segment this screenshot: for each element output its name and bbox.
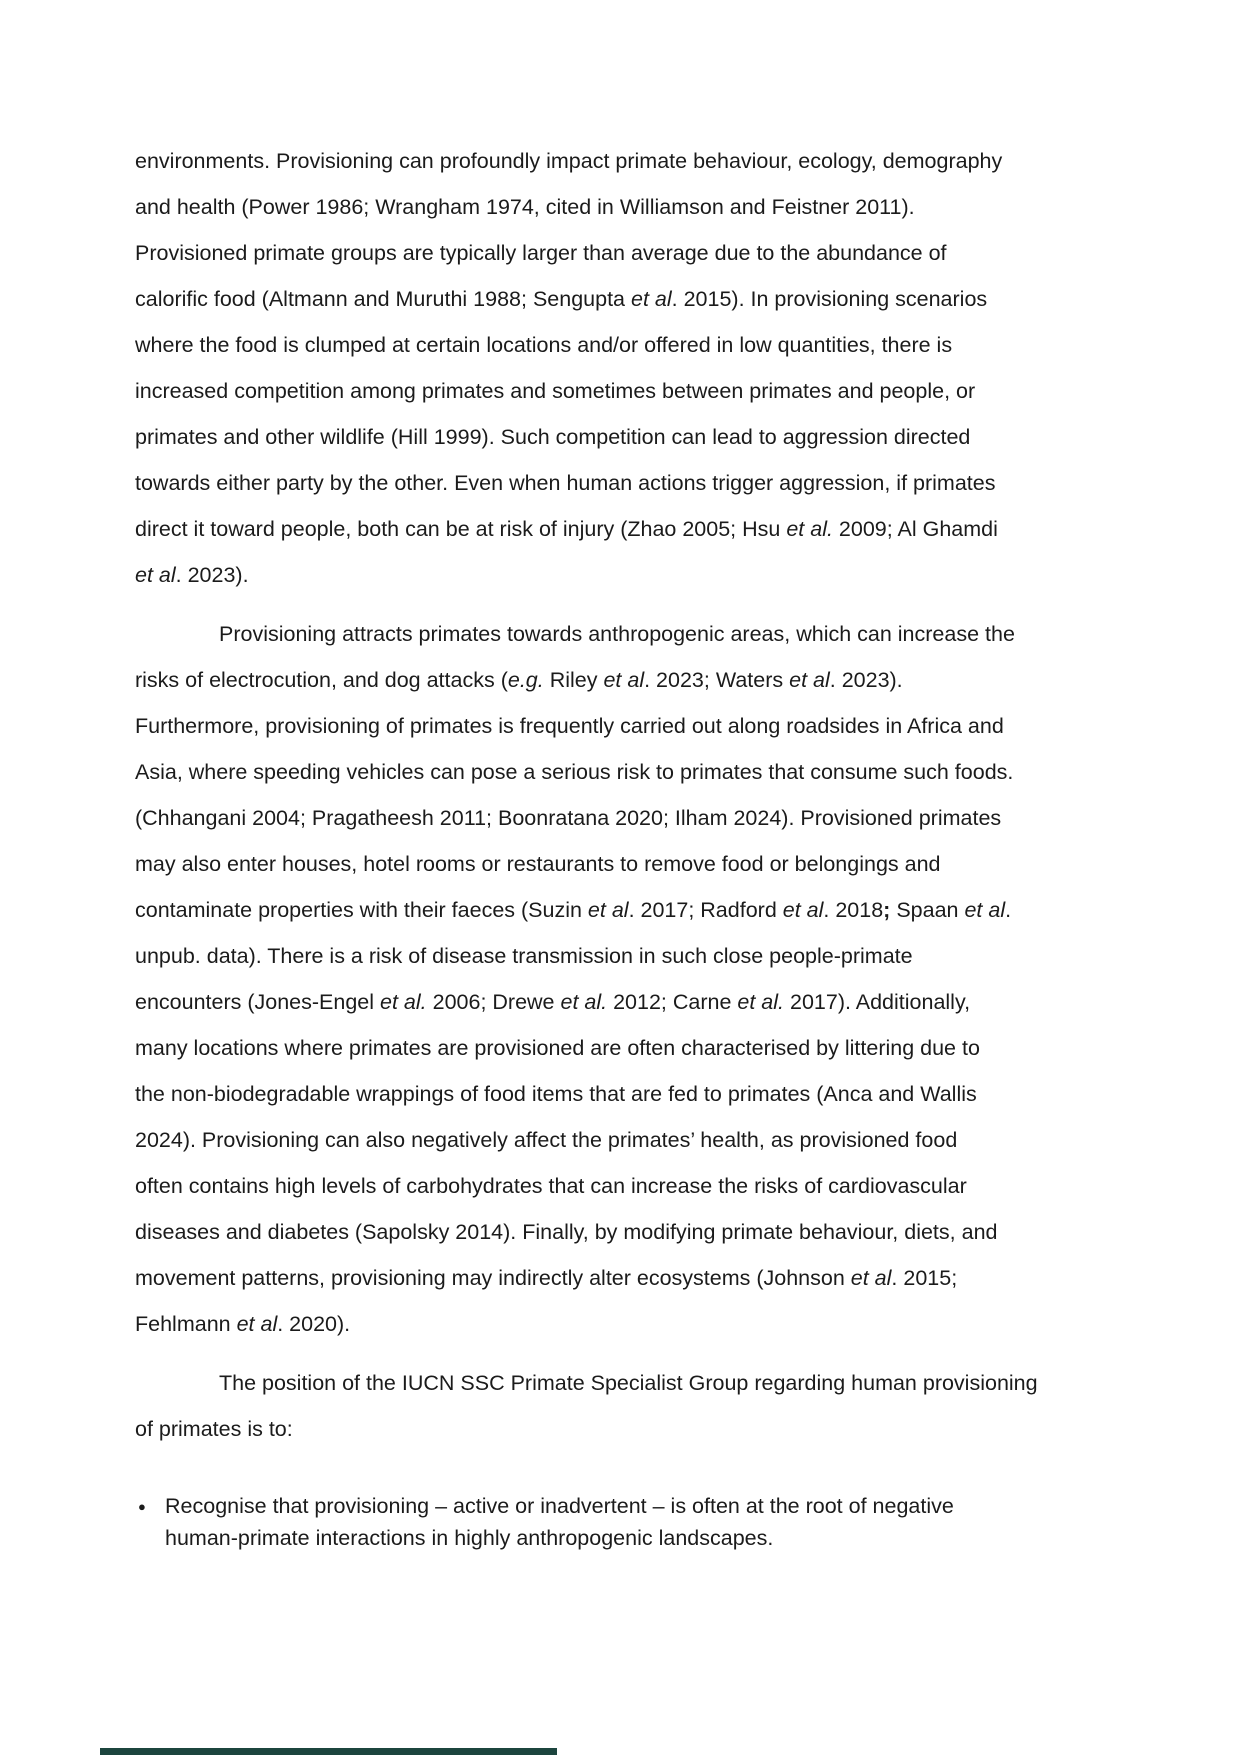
text-line xyxy=(135,703,1135,749)
text-run: towards either party by the other. Even when human actions trigger aggression, if primates xyxy=(135,471,996,495)
text-line xyxy=(135,887,1135,933)
bottom-cutoff-bar xyxy=(100,1748,557,1755)
text-line xyxy=(135,230,1135,276)
text-run: (Chhangani 2004; Pragatheesh 2011; Boonratana 2020; Ilham 2024). Provisioned primates xyxy=(135,806,1002,830)
text-run: Asia, where speeding vehicles can pose a serious risk to primates that consume such foods. xyxy=(135,760,1014,784)
text-run: et al xyxy=(782,898,824,922)
text-line xyxy=(135,322,1135,368)
text-line xyxy=(135,1117,1135,1163)
bullet-item xyxy=(135,1490,1135,1554)
text-run: et al xyxy=(236,1312,278,1336)
text-run: et al. xyxy=(380,990,427,1014)
text-line xyxy=(135,1360,1135,1406)
text-run: increased competition among primates and sometimes between primates and people, or xyxy=(135,379,976,403)
text-run: . xyxy=(1005,898,1012,922)
text-run: the non-biodegradable wrappings of food items that are fed to primates (Anca and Wallis xyxy=(135,1082,977,1106)
text-line xyxy=(135,1025,1135,1071)
text-run: et al. xyxy=(786,517,833,541)
text-run: calorific food (Altmann and Muruthi 1988; Sengupta xyxy=(135,287,631,311)
text-line xyxy=(135,1071,1135,1117)
text-run: many locations where primates are provisioned are often characterised by littering due to xyxy=(135,1036,980,1060)
text-run: Riley xyxy=(543,668,604,692)
text-run: ; xyxy=(883,898,891,922)
text-line xyxy=(135,933,1135,979)
text-run: diseases and diabetes (Sapolsky 2014). Finally, by modifying primate behaviour, diets, and xyxy=(135,1220,998,1244)
text-run: et al xyxy=(603,668,645,692)
text-line xyxy=(135,368,1135,414)
text-run: et al. xyxy=(560,990,608,1014)
text-run: 2009; Al Ghamdi xyxy=(832,517,998,541)
text-run: contaminate properties with their faeces (Suzin xyxy=(135,898,588,922)
text-run: unpub. data). There is a risk of disease transmission in such close people-primate xyxy=(135,944,913,968)
text-line xyxy=(135,276,1135,322)
text-run: of primates is to: xyxy=(135,1417,293,1441)
text-run: Provisioned primate groups are typically larger than average due to the abundance of xyxy=(135,241,947,265)
text-run: . 2017; Radford xyxy=(628,898,783,922)
text-run: 2012; Carne xyxy=(607,990,738,1014)
text-run: risks of electrocution, and dog attacks ( xyxy=(135,668,508,692)
text-line xyxy=(135,1209,1135,1255)
text-run: Fehlmann xyxy=(135,1312,237,1336)
text-run: et al xyxy=(587,898,629,922)
text-run: . 2015). In provisioning scenarios xyxy=(671,287,988,311)
text-run: movement patterns, provisioning may indirectly alter ecosystems (Johnson xyxy=(135,1266,851,1290)
paragraph xyxy=(135,138,1135,598)
bullet-marker: ● xyxy=(138,1499,146,1514)
text-run: et al xyxy=(850,1266,892,1290)
text-run: and health (Power 1986; Wrangham 1974, cited in Williamson and Feistner 2011). xyxy=(135,195,915,219)
text-line xyxy=(135,184,1135,230)
text-run: primates and other wildlife (Hill 1999). Such competition can lead to aggression directed xyxy=(135,425,971,449)
text-run: . 2015; xyxy=(891,1266,958,1290)
text-run: Provisioning attracts primates towards anthropogenic areas, which can increase the xyxy=(219,622,1015,646)
text-line xyxy=(135,1255,1135,1301)
text-run: . 2020). xyxy=(277,1312,351,1336)
page-content xyxy=(135,138,1135,1554)
text-run: 2006; Drewe xyxy=(426,990,561,1014)
text-run: environments. Provisioning can profoundly impact primate behaviour, ecology, demography xyxy=(135,149,1003,173)
text-line xyxy=(135,657,1135,703)
text-run: direct it toward people, both can be at risk of injury (Zhao 2005; Hsu xyxy=(135,517,787,541)
paragraph xyxy=(135,1360,1135,1452)
text-line xyxy=(135,1301,1135,1347)
text-run: 2017). Additionally, xyxy=(784,990,971,1014)
text-run: et al xyxy=(789,668,830,692)
text-run: . 2018 xyxy=(823,898,884,922)
text-run: et al xyxy=(631,287,672,311)
text-line: Recognise that provisioning – active or inadvertent – is often at the root of negative xyxy=(165,1494,954,1518)
text-line xyxy=(135,506,1135,552)
text-run: The position of the IUCN SSC Primate Specialist Group regarding human provisioning xyxy=(219,1371,1038,1395)
text-line xyxy=(135,414,1135,460)
text-line xyxy=(135,1163,1135,1209)
text-run: e.g. xyxy=(507,668,544,692)
text-line xyxy=(135,841,1135,887)
text-run: encounters (Jones-Engel xyxy=(135,990,381,1014)
text-run: . 2023). xyxy=(829,668,903,692)
text-run: . 2023). xyxy=(175,563,249,587)
text-run: et al. xyxy=(737,990,785,1014)
text-line xyxy=(135,460,1135,506)
text-line xyxy=(135,795,1135,841)
text-line xyxy=(135,1406,1135,1452)
text-line xyxy=(135,749,1135,795)
text-run: 2024). Provisioning can also negatively affect the primates’ health, as provisioned food xyxy=(135,1128,958,1152)
text-line xyxy=(135,138,1135,184)
text-line xyxy=(135,611,1135,657)
text-line: human-primate interactions in highly anthropogenic landscapes. xyxy=(165,1526,774,1550)
text-run: Furthermore, provisioning of primates is frequently carried out along roadsides in Africa and xyxy=(135,714,1004,738)
text-run: . 2023; Waters xyxy=(644,668,790,692)
text-run: et al xyxy=(964,898,1006,922)
paragraph xyxy=(135,611,1135,1347)
text-run: often contains high levels of carbohydrates that can increase the risks of cardiovascular xyxy=(135,1174,967,1198)
text-run: Spaan xyxy=(890,898,965,922)
text-run: may also enter houses, hotel rooms or restaurants to remove food or belongings and xyxy=(135,852,941,876)
text-line xyxy=(135,979,1135,1025)
text-run: et al xyxy=(135,563,176,587)
text-run: where the food is clumped at certain locations and/or offered in low quantities, there is xyxy=(135,333,953,357)
text-line xyxy=(135,552,1135,598)
bullet-list xyxy=(135,1490,1135,1554)
